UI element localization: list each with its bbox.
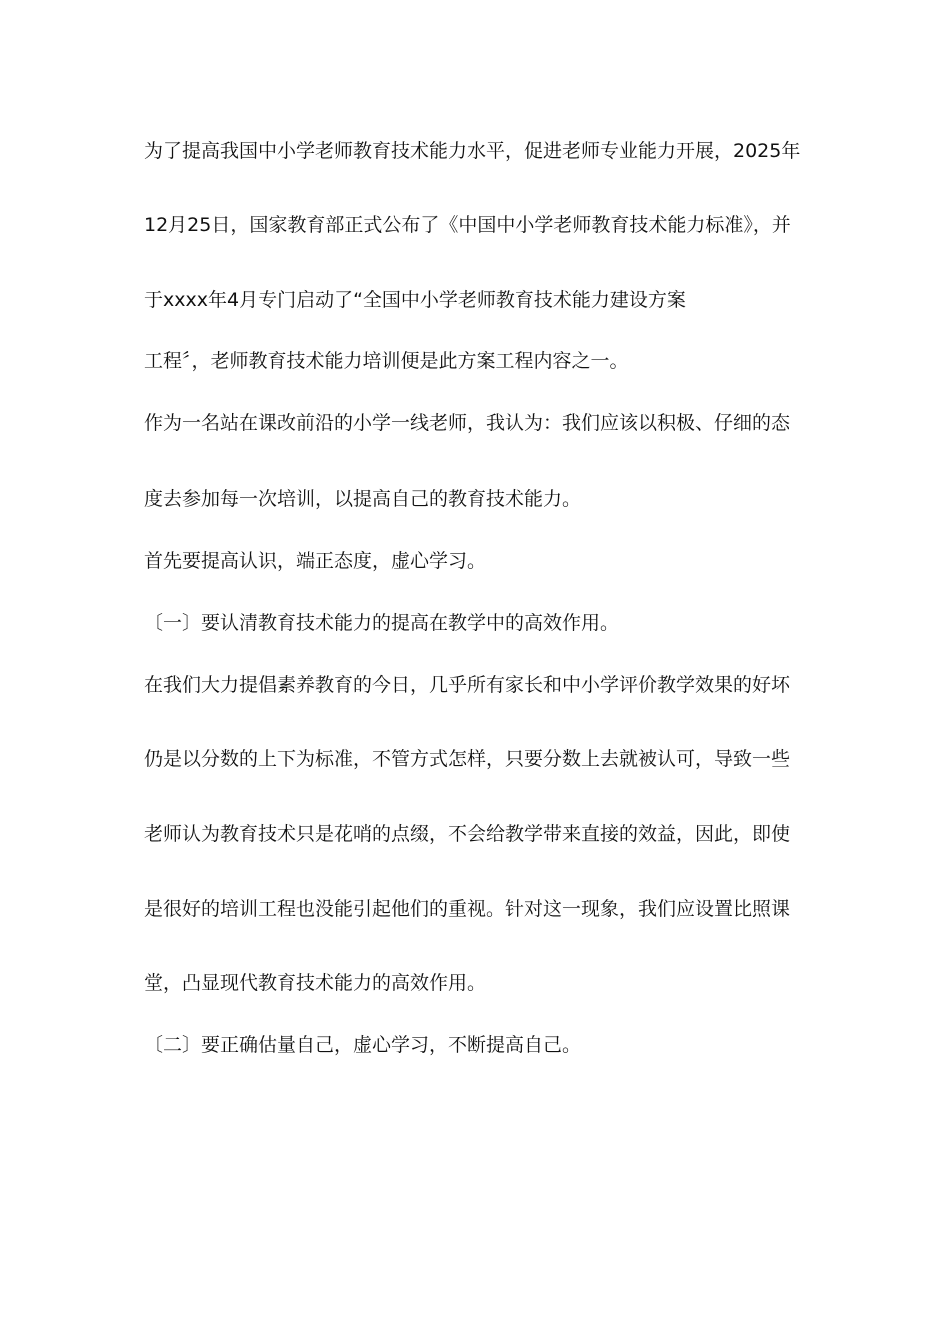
paragraph-2-line-1: 作为一名站在课改前沿的小学一线老师，我认为：我们应该以积极、仔细的态 bbox=[144, 412, 791, 434]
paragraph-4-line-1: 在我们大力提倡素养教育的今日，几乎所有家长和中小学评价教学效果的好坏 bbox=[144, 674, 791, 696]
section-heading-2: 〔二〕要正确估量自己，虚心学习，不断提高自己。 bbox=[144, 1034, 582, 1056]
paragraph-1-line-1: 为了提高我国中小学老师教育技术能力水平，促进老师专业能力开展，2025年 bbox=[144, 140, 801, 162]
paragraph-4-line-3: 老师认为教育技术只是花哨的点缀，不会给教学带来直接的效益，因此，即使 bbox=[144, 823, 791, 845]
paragraph-4-line-5: 堂，凸显现代教育技术能力的高效作用。 bbox=[144, 972, 487, 994]
paragraph-3-line-1: 首先要提高认识，端正态度，虚心学习。 bbox=[144, 550, 487, 572]
paragraph-4-line-2: 仍是以分数的上下为标准，不管方式怎样，只要分数上去就被认可，导致一些 bbox=[144, 748, 791, 770]
paragraph-1-line-2: 12月25日，国家教育部正式公布了《中国中小学老师教育技术能力标准》，并 bbox=[144, 214, 791, 236]
paragraph-2-line-2: 度去参加每一次培训，以提高自己的教育技术能力。 bbox=[144, 488, 582, 510]
paragraph-1-line-4: 工程〞，老师教育技术能力培训便是此方案工程内容之一。 bbox=[144, 350, 629, 372]
section-heading-1: 〔一〕要认清教育技术能力的提高在教学中的高效作用。 bbox=[144, 612, 620, 634]
paragraph-1-line-3: 于xxxx年4月专门启动了“全国中小学老师教育技术能力建设方案 bbox=[144, 289, 686, 311]
paragraph-4-line-4: 是很好的培训工程也没能引起他们的重视。针对这一现象，我们应设置比照课 bbox=[144, 898, 791, 920]
